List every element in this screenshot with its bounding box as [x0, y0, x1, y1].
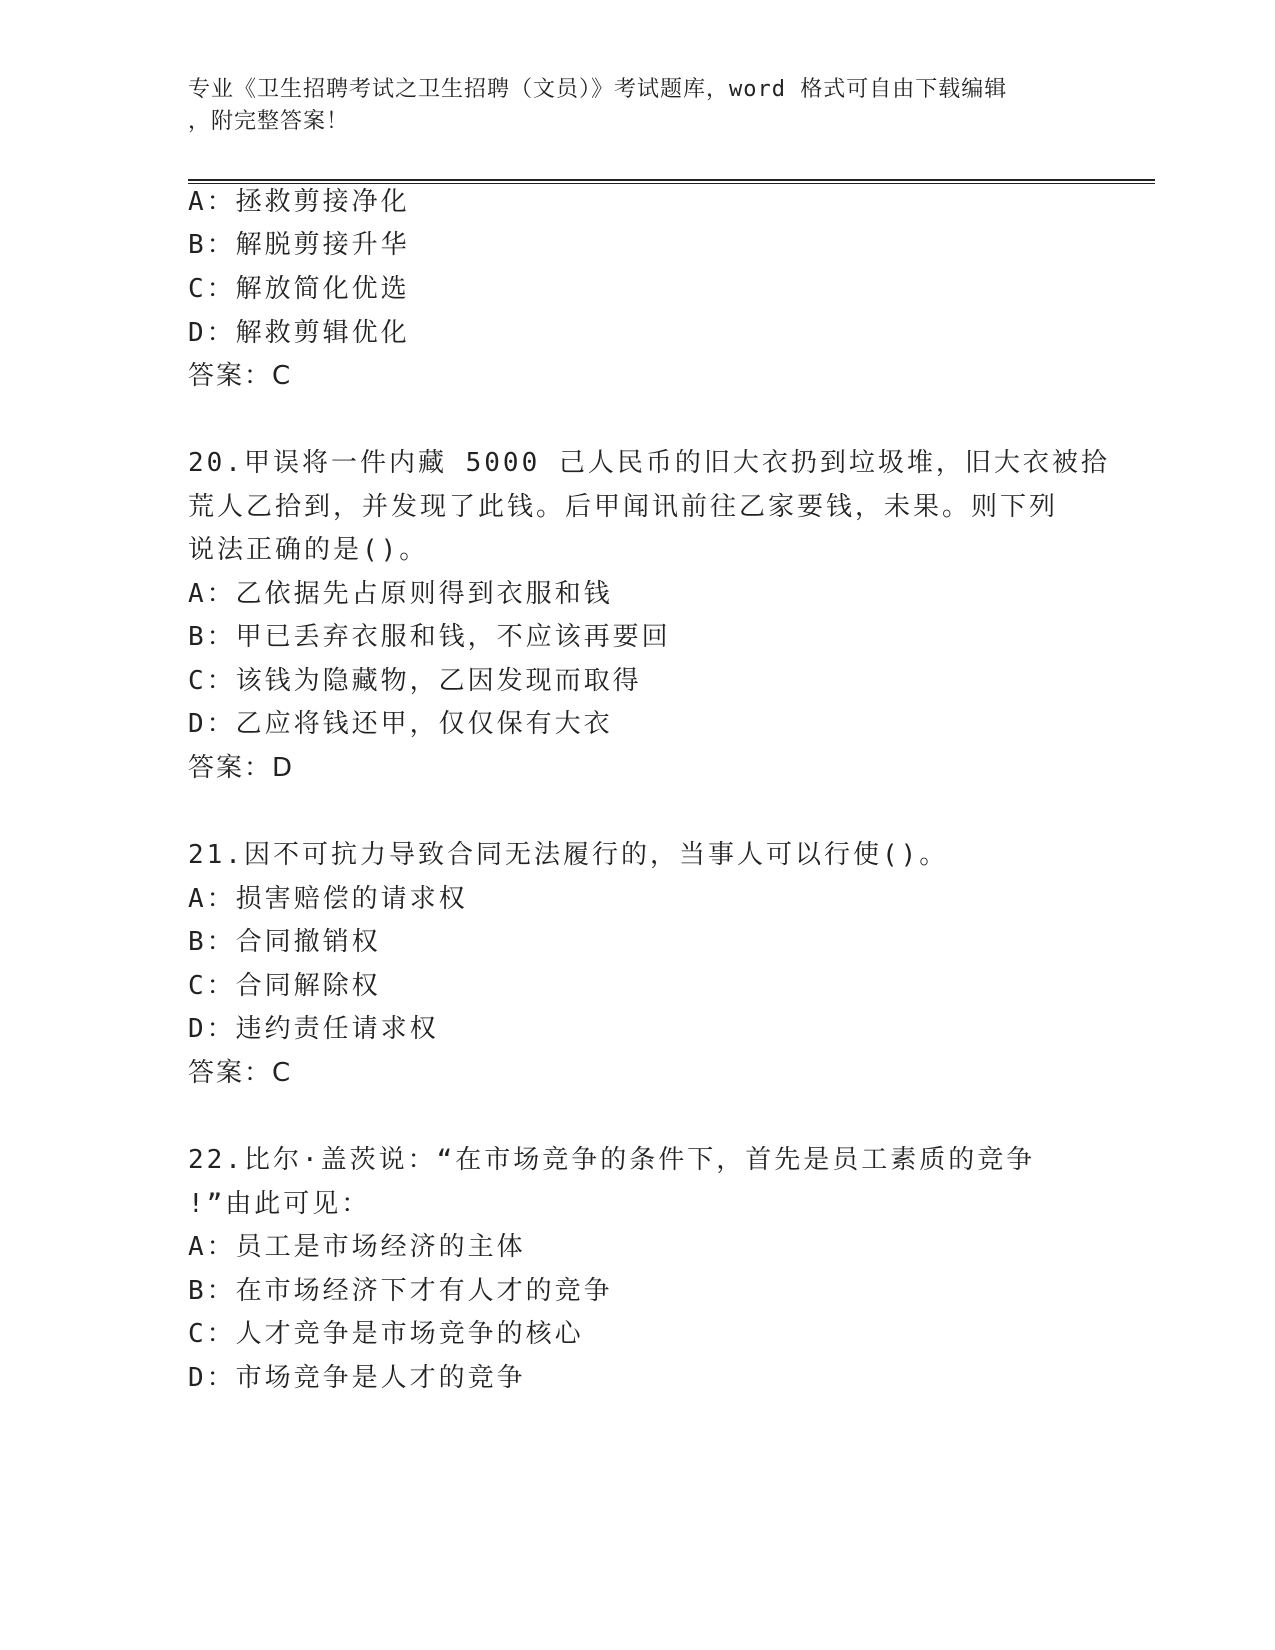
- q20-option-d: D：乙应将钱还甲，仅仅保有大衣: [188, 709, 613, 739]
- q19-option-d: D：解救剪辑优化: [188, 318, 410, 348]
- q19-answer: 答案：C: [188, 361, 293, 391]
- q20-stem-line-3: 说法正确的是()。: [188, 535, 429, 565]
- header-title-line-1: 专业《卫生招聘考试之卫生招聘（文员）》考试题库，word 格式可自由下载编辑: [188, 77, 1008, 102]
- q21-option-a: A：损害赔偿的请求权: [188, 884, 468, 914]
- q22-option-b: B：在市场经济下才有人才的竞争: [188, 1276, 613, 1306]
- q20-option-b: B：甲已丢弃衣服和钱，不应该再要回: [188, 622, 671, 652]
- q19-option-b: B：解脱剪接升华: [188, 230, 410, 260]
- q22-option-d: D：市场竞争是人才的竞争: [188, 1363, 526, 1393]
- q22-stem-line-2: !”由此可见：: [188, 1189, 371, 1219]
- q21-option-c: C：合同解除权: [188, 971, 381, 1001]
- q22-option-a: A：员工是市场经济的主体: [188, 1232, 526, 1262]
- q21-option-b: B：合同撤销权: [188, 927, 381, 957]
- q20-answer: 答案：D: [188, 753, 295, 783]
- q20-option-a: A：乙依据先占原则得到衣服和钱: [188, 579, 613, 609]
- q19-option-c: C：解放简化优选: [188, 274, 410, 304]
- q20-option-c: C：该钱为隐藏物，乙因发现而取得: [188, 666, 642, 696]
- page-header: [188, 74, 1088, 138]
- q22-option-c: C：人才竞争是市场竞争的核心: [188, 1319, 584, 1349]
- q20-stem-line-1: 20.甲误将一件内藏 5000 己人民币的旧大衣扔到垃圾堆，旧大衣被拾: [188, 448, 1110, 478]
- header-divider: [188, 179, 1155, 184]
- q19-option-a: A：拯救剪接净化: [188, 187, 410, 217]
- q20-stem-line-2: 荒人乙拾到，并发现了此钱。后甲闻讯前往乙家要钱，未果。则下列: [188, 492, 1059, 522]
- q21-stem-line-1: 21.因不可抗力导致合同无法履行的，当事人可以行使()。: [188, 840, 949, 870]
- q22-stem-line-1: 22.比尔·盖茨说：“在市场竞争的条件下，首先是员工素质的竞争: [188, 1145, 1036, 1175]
- q21-option-d: D：违约责任请求权: [188, 1014, 439, 1044]
- q21-answer: 答案：C: [188, 1058, 293, 1088]
- header-title-line-2: ，附完整答案！: [188, 109, 350, 134]
